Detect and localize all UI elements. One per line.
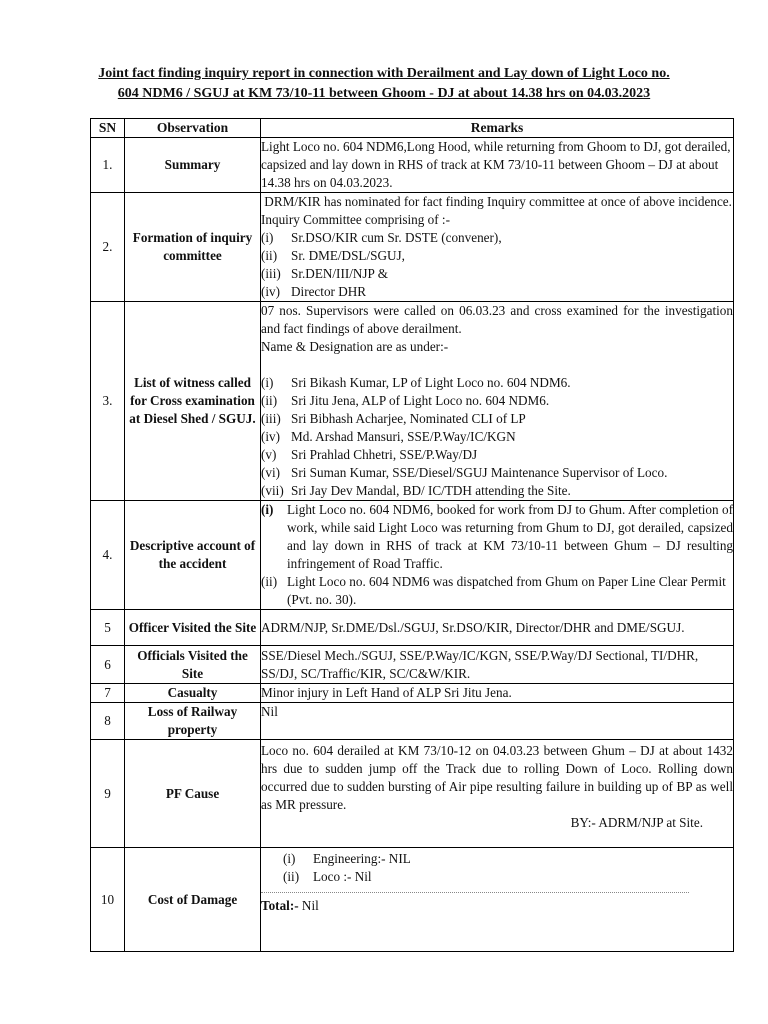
row-remarks: ADRM/NJP, Sr.DME/Dsl./SGUJ, Sr.DSO/KIR, Director/DHR and DME/SGUJ. [261, 610, 734, 646]
row-sn: 6 [91, 646, 125, 684]
row-remarks: SSE/Diesel Mech./SGUJ, SSE/P.Way/IC/KGN, SSE/P.Way/DJ Sectional, TI/DHR, SS/DJ, SC/Traffic/KIR, SC/C&W/KIR. [261, 646, 734, 684]
table-row [91, 501, 734, 610]
report-table [90, 118, 734, 952]
list-item: (i) Engineering:- NIL [283, 851, 411, 866]
list-item: (iii) Sr.DEN/III/NJP & [261, 266, 388, 281]
row-remarks: Minor injury in Left Hand of ALP Sri Jitu Jena. [261, 684, 734, 703]
list-item: (iv) Director DHR [261, 284, 367, 299]
row-observation: Officer Visited the Site [125, 610, 261, 646]
row-observation: Loss of Railway property [125, 703, 261, 740]
list-item: (iv) Md. Arshad Mansuri, SSE/P.Way/IC/KGN [261, 429, 516, 444]
remarks-intro: 07 nos. Supervisors were called on 06.03.23 and cross examined for the investigation and fact findings of above derailment. [261, 303, 733, 336]
row-sn: 4. [91, 501, 125, 610]
table-row [91, 138, 734, 193]
row-observation: Cost of Damage [125, 848, 261, 952]
row-remarks: Light Loco no. 604 NDM6,Long Hood, while returning from Ghoom to DJ, got derailed, capsized and lay down in RHS of track at KM 73/10-11 between Ghoom – DJ at about 14.38 hrs on 04.03.2023. [261, 138, 734, 193]
header-sn: SN [91, 119, 125, 138]
row-sn: 3. [91, 302, 125, 501]
header-remarks: Remarks [261, 119, 734, 138]
row-remarks [261, 193, 734, 302]
list-item: (vi) Sri Suman Kumar, SSE/Diesel/SGUJ Maintenance Supervisor of Loco. [261, 465, 668, 480]
row-sn: 8 [91, 703, 125, 740]
remarks-intro: DRM/KIR has nominated for fact finding Inquiry committee at once of above incidence. Inquiry Committee comprising of :- [261, 194, 736, 227]
row-remarks [261, 302, 734, 501]
header-observation: Observation [125, 119, 261, 138]
row-sn: 1. [91, 138, 125, 193]
list-item: (i) Sr.DSO/KIR cum Sr. DSTE (convener), [261, 230, 502, 245]
row-observation: PF Cause [125, 740, 261, 848]
row-sn: 2. [91, 193, 125, 302]
remarks-intro-2: Name & Designation are as under:- [261, 339, 449, 354]
list-item: (ii) Loco :- Nil [283, 869, 372, 884]
list-item: (vii) Sri Jay Dev Mandal, BD/ IC/TDH attending the Site. [261, 483, 571, 498]
table-row [91, 848, 734, 952]
total-line [261, 897, 733, 915]
table-row [91, 684, 734, 703]
report-title-line2: 604 NDM6 / SGUJ at KM 73/10-11 between Ghoom - DJ at about 14.38 hrs on 04.03.2023 [117, 86, 651, 101]
table-row [91, 646, 734, 684]
table-row [91, 302, 734, 501]
list-item: (ii) Sri Jitu Jena, ALP of Light Loco no. 604 NDM6. [261, 393, 550, 408]
list-item: (i) Sri Bikash Kumar, LP of Light Loco no. 604 NDM6. [261, 375, 571, 390]
row-sn: 7 [91, 684, 125, 703]
dotted-separator [261, 890, 689, 893]
list-item: (ii) Sr. DME/DSL/SGUJ, [261, 248, 405, 263]
list-item: (v) Sri Prahlad Chhetri, SSE/P.Way/DJ [261, 447, 478, 462]
list-item: (i) Light Loco no. 604 NDM6, booked for work from DJ to Ghum. After completion of work, while said Light Loco was returning from Ghum to DJ, got derailed, capsized and lay down in RHS of track at KM 73/10-11 between Ghum – DJ resulting infringement of Road Traffic. [261, 502, 733, 571]
row-observation: Formation of inquiry committee [125, 193, 261, 302]
table-row [91, 740, 734, 848]
row-observation: Casualty [125, 684, 261, 703]
row-remarks [261, 740, 734, 848]
row-observation: List of witness called for Cross examination at Diesel Shed / SGUJ. [125, 302, 261, 501]
table-header-row [91, 119, 734, 138]
list-item: (ii) Light Loco no. 604 NDM6 was dispatched from Ghum on Paper Line Clear Permit (Pvt. no. 30). [261, 574, 726, 607]
row-observation: Officials Visited the Site [125, 646, 261, 684]
total-value: Nil [298, 898, 319, 913]
report-title-line1: Joint fact finding inquiry report in connection with Derailment and Lay down of Light Loco no. [98, 66, 670, 81]
pf-cause-by: BY:- ADRM/NJP at Site. [570, 815, 703, 830]
list-item: (iii) Sri Bibhash Acharjee, Nominated CLI of LP [261, 411, 526, 426]
table-row [91, 703, 734, 740]
pf-cause-text: Loco no. 604 derailed at KM 73/10-12 on 04.03.23 between Ghum – DJ at about 1432 hrs due to sudden jump off the Track due to rolling Down of Loco. Rolling down occurred due to sudden bursting of Air pipe resulting failure in building up of BP as well as MR pressure. [261, 743, 733, 812]
row-sn: 9 [91, 740, 125, 848]
report-title [60, 64, 708, 104]
row-remarks [261, 501, 734, 610]
row-observation: Summary [125, 138, 261, 193]
table-row [91, 193, 734, 302]
table-row [91, 610, 734, 646]
total-label: Total:- [261, 898, 299, 913]
row-sn: 5 [91, 610, 125, 646]
row-observation: Descriptive account of the accident [125, 501, 261, 610]
row-sn: 10 [91, 848, 125, 952]
row-remarks [261, 848, 734, 952]
row-remarks: Nil [261, 703, 734, 740]
